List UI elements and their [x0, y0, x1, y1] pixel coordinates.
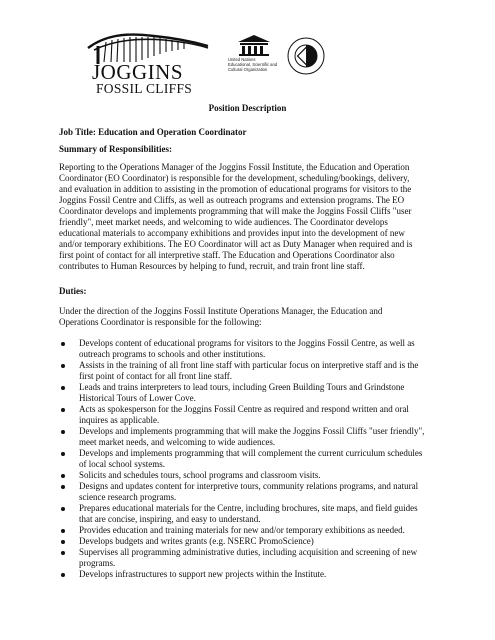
list-item: Supervises all programming administrative duties, including acquisition and screening of new programs. — [59, 547, 439, 569]
bullet-icon — [61, 485, 65, 489]
bullet-icon — [61, 408, 65, 412]
list-item: Prepares educational materials for the Centre, including brochures, site maps, and field guides that are concise, inspiring, and easy to understand. — [59, 503, 439, 525]
unesco-temple-icon — [234, 34, 274, 58]
summary-heading: Summary of Responsibilities: — [59, 144, 173, 154]
bullet-icon — [61, 452, 65, 456]
duties-list — [59, 338, 439, 580]
bullet-icon — [61, 507, 65, 511]
bullet-icon — [61, 529, 65, 533]
list-item: Develops budgets and writes grants (e.g. NSERC PromoScience) — [59, 536, 439, 547]
logo-sub-text: FOSSIL CLIFFS — [96, 81, 193, 96]
bullet-icon — [61, 551, 65, 555]
list-item: Provides education and training materials for new and/or temporary exhibitions as needed. — [59, 525, 439, 536]
bullet-icon — [61, 364, 65, 368]
bullet-icon — [61, 386, 65, 390]
bullet-icon — [61, 474, 65, 478]
bullet-icon — [61, 540, 65, 544]
joggins-logo — [84, 26, 212, 96]
logo-main-text: JOGGINS — [92, 60, 184, 84]
list-item: Develops and implements programming that will complement the current curriculum schedules of local school systems. — [59, 448, 439, 470]
list-item: Assists in the training of all front line staff with particular focus on interpretive staff and is the first point of contact for all front line staff. — [59, 360, 439, 382]
bullet-icon — [61, 573, 65, 577]
unesco-caption: United Nations Educational, Scientific and Cultural Organization — [228, 57, 278, 72]
list-item: Leads and trains interpreters to lead tours, including Green Building Tours and Grindstone Historical Tours of Lower Cove. — [59, 382, 439, 404]
list-item: Acts as spokesperson for the Joggins Fossil Centre as required and respond written and oral inquires as applicable. — [59, 404, 439, 426]
unesco-logo — [218, 34, 292, 94]
bullet-icon — [61, 342, 65, 346]
list-item: Develops content of educational programs for visitors to the Joggins Fossil Centre, as well as outreach programs to schools and other institutions. — [59, 338, 439, 360]
summary-paragraph: Reporting to the Operations Manager of the Joggins Fossil Institute, the Education and Operation Coordinator (EO Coordinator) is responsible for the development, scheduling/bookings, delivery, and evaluation in addition to assisting in the promotion of educational programs for visitors to the Joggins Fossil Centre and Cliffs, as well as outreach programs and extension programs. The EO Coordinator develops and implements programming that will make the Joggins Fossil Cliffs "user friendly", meet market needs, and welcoming to wide audiences. The Coordinator develops educational materials to accompany exhibitions and provides input into the development of new and/or temporary exhibitions. The EO Coordinator will act as Duty Manager when required and is first point of contact for all interpretive staff. The Education and Operations Coordinator also contributes to Human Resources by helping to fund, recruit, and train front line staff. — [59, 162, 413, 271]
list-item: Develops and implements programming that will make the Joggins Fossil Cliffs "user friendly", meet market needs, and welcoming to wide audiences. — [59, 426, 439, 448]
duties-heading: Duties: — [59, 286, 87, 296]
world-heritage-icon — [286, 36, 326, 76]
list-item: Solicits and schedules tours, school programs and classroom visits. — [59, 470, 439, 481]
list-item: Develops infrastructures to support new projects within the Institute. — [59, 569, 439, 580]
list-item: Designs and updates content for interpretive tours, community relations programs, and natural science research programs. — [59, 481, 439, 503]
bullet-icon — [61, 430, 65, 434]
page-title: Position Description — [208, 103, 287, 113]
job-title: Job Title: Education and Operation Coordinator — [59, 127, 247, 137]
duties-intro: Under the direction of the Joggins Fossil Institute Operations Manager, the Education and Operations Coordinator is responsible for the following: — [59, 306, 383, 327]
